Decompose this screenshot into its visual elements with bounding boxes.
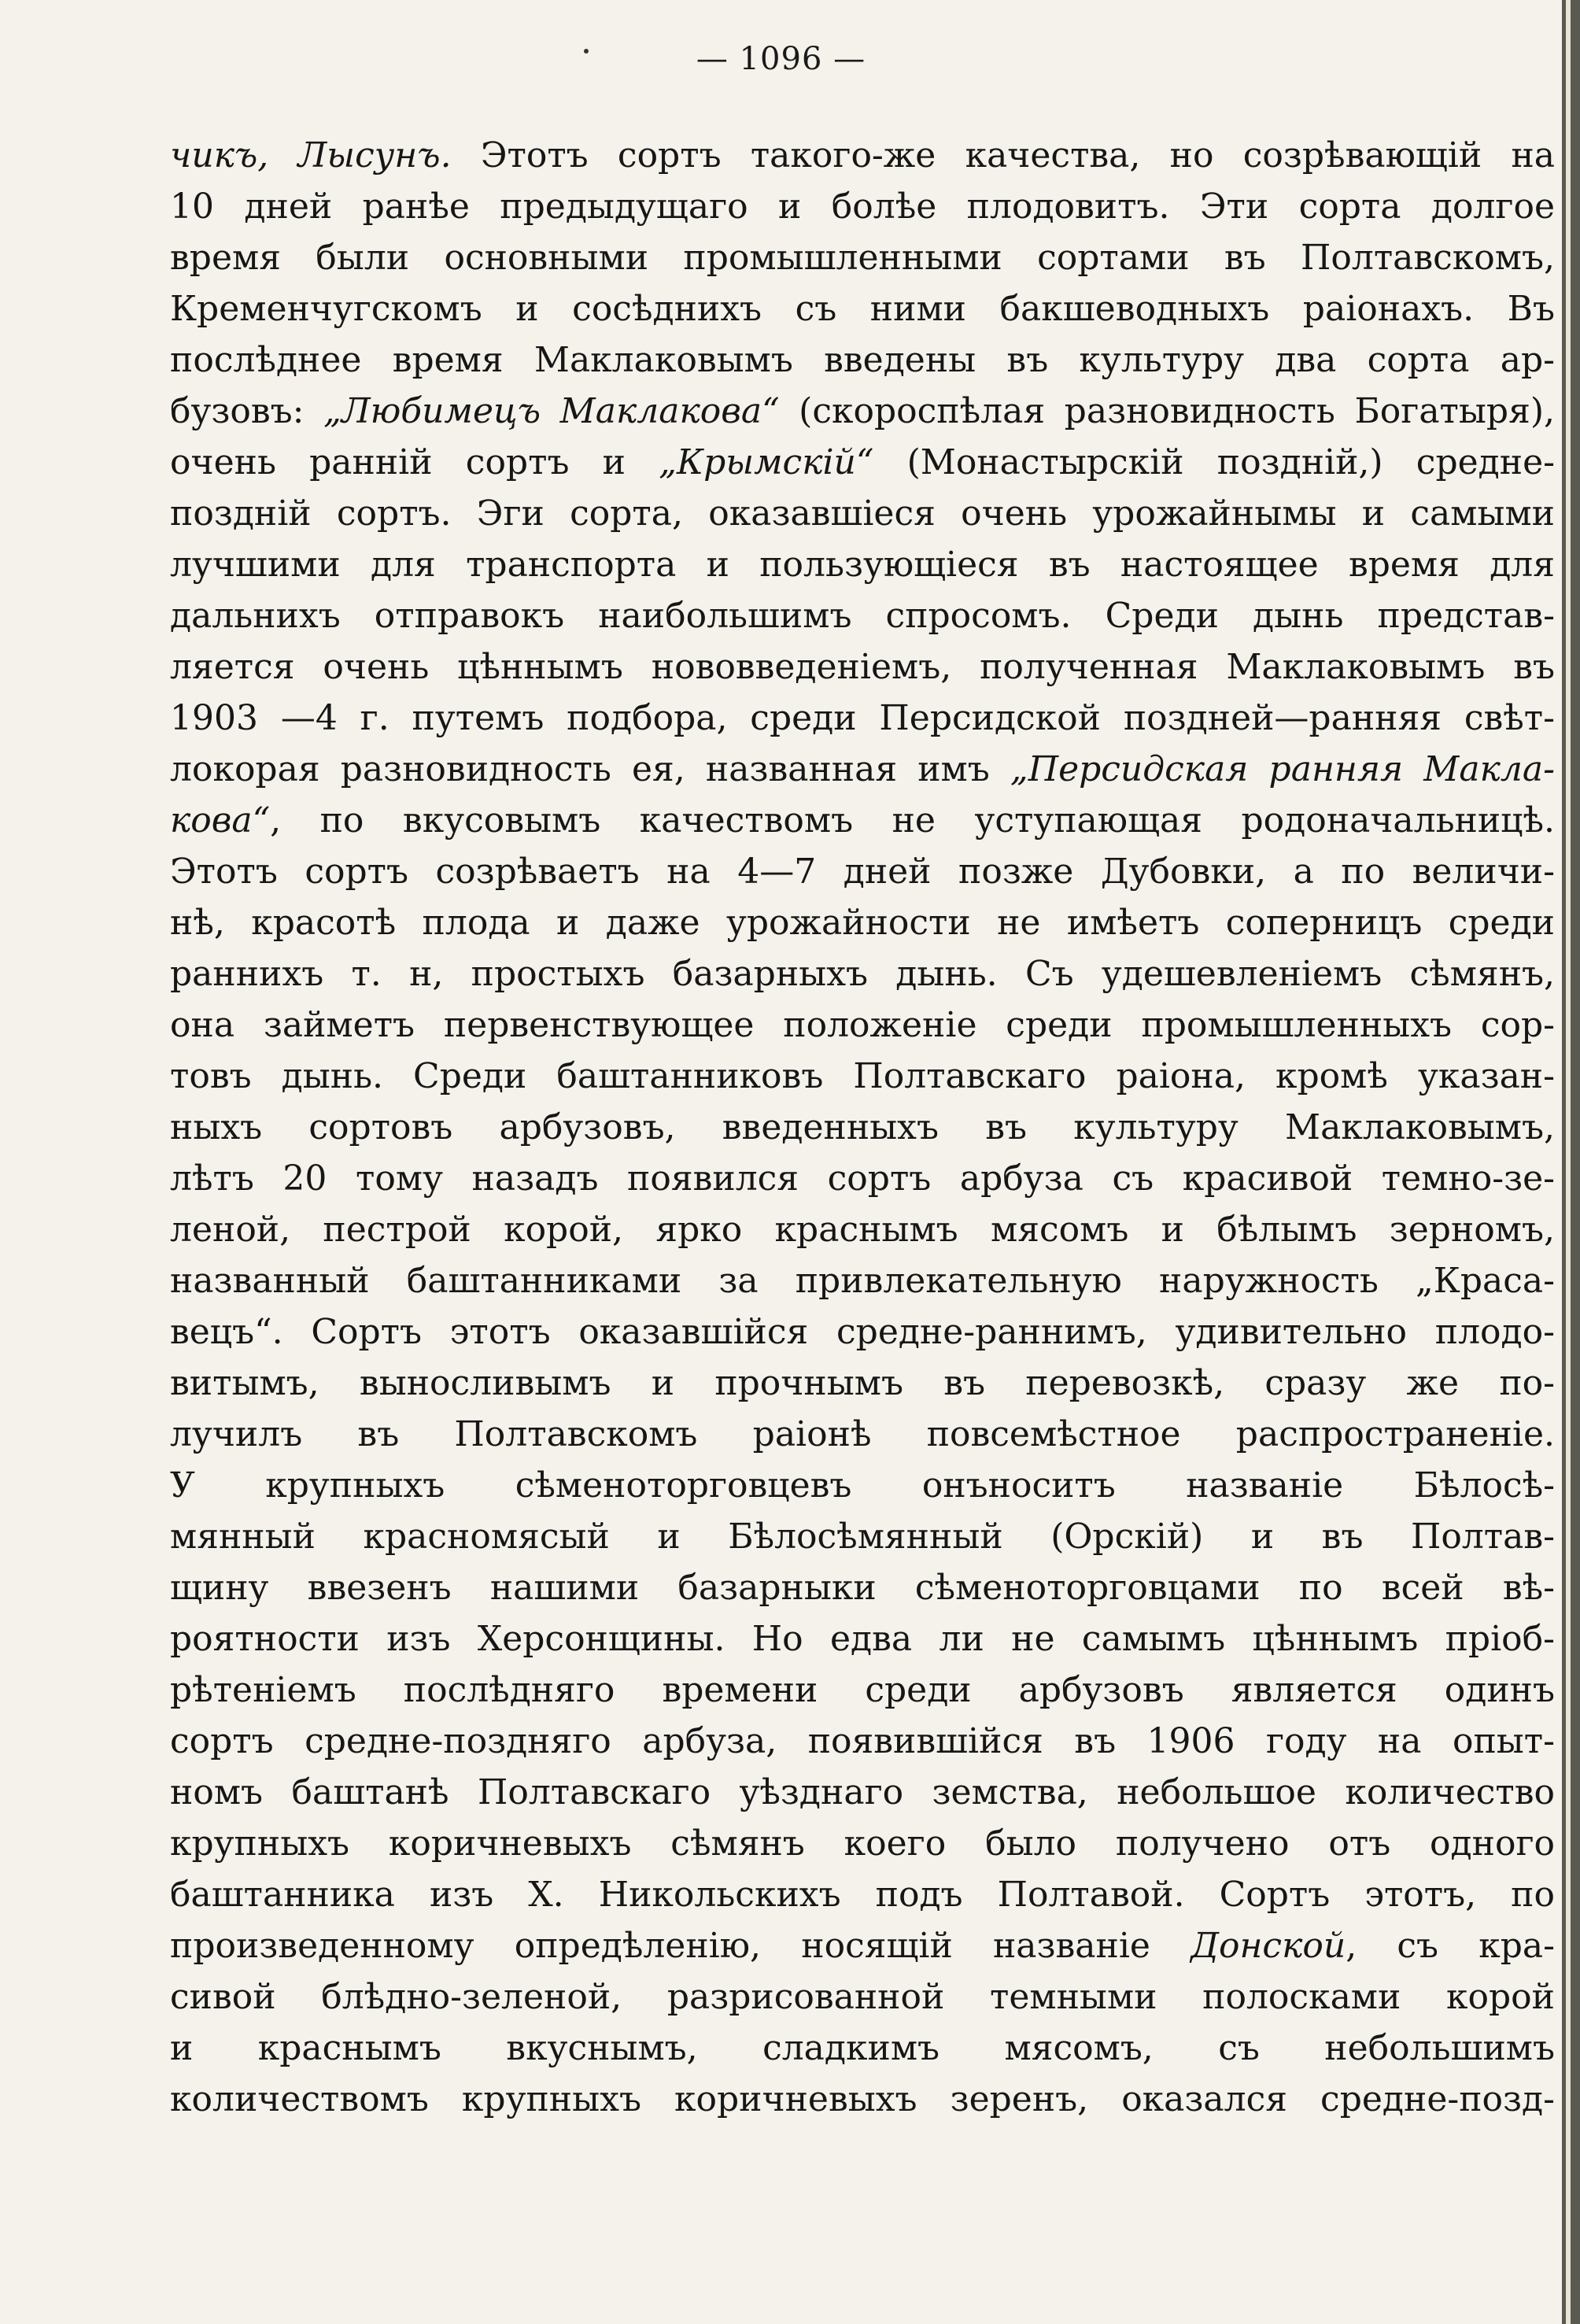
- text-run: щину ввезенъ нашими базарныки сѣменоторговцами по всей вѣ-: [170, 1568, 1555, 1608]
- text-run: У крупныхъ сѣменоторговцевъ онъноситъ названіе Бѣлосѣ-: [170, 1465, 1555, 1506]
- text-run: послѣднее время Маклаковымъ введены въ культуру два сорта ар-: [170, 340, 1555, 380]
- text-line: [170, 539, 1555, 590]
- text-line: [170, 1767, 1555, 1818]
- text-line: [170, 1409, 1555, 1460]
- text-line: [170, 1920, 1555, 1971]
- page-edge-paper: [1566, 0, 1571, 2324]
- text-run: Этотъ сортъ созрѣваетъ на 4—7 дней позже Дубовки, а по величи-: [170, 852, 1555, 892]
- text-line: [170, 948, 1555, 999]
- text-line: [170, 897, 1555, 948]
- text-run: вецъ“. Сортъ этотъ оказавшійся средне-раннимъ, удивительно плодо-: [170, 1312, 1555, 1352]
- text-line: [170, 590, 1555, 641]
- italic-text: „Персидская ранняя Макла-: [1010, 749, 1555, 789]
- text-run: баштанника изъ Х. Никольскихъ подъ Полтавой. Сортъ этотъ, по: [170, 1875, 1555, 1915]
- text-line: [170, 1716, 1555, 1767]
- text-run: роятности изъ Херсонщины. Но едва ли не самымъ цѣннымъ пріоб-: [170, 1619, 1555, 1659]
- text-run: время были основными промышленными сортами въ Полтавскомъ,: [170, 238, 1555, 278]
- text-run: лучилъ въ Полтавскомъ раіонѣ повсемѣстное распространеніе.: [170, 1414, 1555, 1454]
- italic-text: чикъ, Лысунъ.: [170, 135, 452, 176]
- italic-text: кова“: [170, 800, 271, 841]
- italic-text: „Любимецъ Маклакова“: [323, 391, 780, 431]
- text-run: бузовъ:: [170, 391, 324, 431]
- text-line: [170, 795, 1555, 846]
- text-line: [170, 181, 1555, 232]
- text-run: леной, пестрой корой, ярко краснымъ мясомъ и бѣлымъ зерномъ,: [170, 1210, 1555, 1250]
- text-line: [170, 1204, 1555, 1255]
- italic-text: „Крымскій“: [659, 442, 874, 482]
- text-run: ныхъ сортовъ арбузовъ, введенныхъ въ культуру Маклаковымъ,: [170, 1107, 1555, 1147]
- text-run: лѣтъ 20 тому назадъ появился сортъ арбуза съ красивой темно-зе-: [170, 1158, 1555, 1199]
- text-run: товъ дынь. Среди баштанниковъ Полтавскаго раіона, кромѣ указан-: [170, 1056, 1555, 1096]
- text-line: [170, 1153, 1555, 1204]
- text-line: [170, 1255, 1555, 1306]
- text-line: [170, 437, 1555, 488]
- text-run: Кременчугскомъ и сосѣднихъ съ ними бакшеводныхъ раіонахъ. Въ: [170, 289, 1555, 329]
- page-number: — 1096 —: [696, 41, 866, 77]
- text-line: [170, 693, 1555, 744]
- text-run: рѣтеніемъ послѣдняго времени среди арбузовъ является одинъ: [170, 1670, 1555, 1710]
- text-line: [170, 1102, 1555, 1153]
- text-run: локорая разновидность ея, названная имъ: [170, 749, 1010, 789]
- text-run: она займетъ первенствующее положеніе среди промышленныхъ сор-: [170, 1005, 1555, 1045]
- text-line: [170, 1460, 1555, 1511]
- text-run: Этотъ сортъ такого-же качества, но созрѣвающій на: [451, 135, 1555, 176]
- text-line: [170, 744, 1555, 795]
- text-line: [170, 386, 1555, 437]
- text-run: 10 дней ранѣе предыдущаго и болѣе плодовитъ. Эти сорта долгое: [170, 187, 1555, 227]
- text-line: [170, 1818, 1555, 1869]
- text-line: [170, 2023, 1555, 2074]
- text-line: [170, 1306, 1555, 1358]
- text-run: произведенному опредѣленію, носящій названіе: [170, 1926, 1191, 1966]
- text-run: дальнихъ отправокъ наибольшимъ спросомъ. Среди дынь представ-: [170, 596, 1555, 636]
- text-line: [170, 1971, 1555, 2023]
- text-run: названный баштанниками за привлекательную наружность „Краса-: [170, 1261, 1555, 1301]
- text-line: [170, 232, 1555, 283]
- text-run: номъ баштанѣ Полтавскаго уѣзднаго земства, небольшое количество: [170, 1772, 1555, 1812]
- text-line: [170, 130, 1555, 181]
- italic-text: Донской: [1191, 1926, 1346, 1966]
- text-line: [170, 2074, 1555, 2125]
- text-line: [170, 1051, 1555, 1102]
- text-run: количествомъ крупныхъ коричневыхъ зеренъ, оказался средне-позд-: [170, 2079, 1555, 2119]
- text-run: раннихъ т. н, простыхъ базарныхъ дынь. Съ удешевленіемъ сѣмянъ,: [170, 954, 1555, 994]
- text-run: нѣ, красотѣ плода и даже урожайности не имѣетъ соперницъ среди: [170, 903, 1555, 943]
- text-line: [170, 1613, 1555, 1664]
- text-line: [170, 334, 1555, 386]
- text-run: и краснымъ вкуснымъ, сладкимъ мясомъ, съ небольшимъ: [170, 2028, 1555, 2068]
- text-line: [170, 488, 1555, 539]
- text-run: сортъ средне-поздняго арбуза, появившійся въ 1906 году на опыт-: [170, 1721, 1555, 1761]
- text-run: ляется очень цѣннымъ нововведеніемъ, полученная Маклаковымъ въ: [170, 647, 1555, 687]
- text-line: [170, 1358, 1555, 1409]
- text-line: [170, 1869, 1555, 1920]
- text-run: витымъ, выносливымъ и прочнымъ въ перевозкѣ, сразу же по-: [170, 1363, 1555, 1403]
- text-line: [170, 1664, 1555, 1716]
- text-run: мянный красномясый и Бѣлосѣмянный (Орскій) и въ Полтав-: [170, 1517, 1555, 1557]
- text-line: [170, 283, 1555, 334]
- text-run: 1903 —4 г. путемъ подбора, среди Персидской поздней—ранняя свѣт-: [170, 698, 1555, 738]
- text-line: [170, 1562, 1555, 1613]
- text-run: (Монастырскій поздній,) средне-: [873, 442, 1555, 482]
- text-run: крупныхъ коричневыхъ сѣмянъ коего было получено отъ одного: [170, 1823, 1555, 1864]
- text-line: [170, 1511, 1555, 1562]
- text-run: лучшими для транспорта и пользующіеся въ настоящее время для: [170, 545, 1555, 585]
- text-run: поздній сортъ. Эги сорта, оказавшіеся очень урожайнымы и самыми: [170, 493, 1555, 534]
- body-text: [170, 130, 1555, 2125]
- text-run: (скороспѣлая разновидность Богатыря),: [779, 391, 1555, 431]
- text-line: [170, 999, 1555, 1051]
- text-run: , съ кра-: [1346, 1926, 1555, 1966]
- text-line: [170, 641, 1555, 693]
- text-run: , по вкусовымъ качествомъ не уступающая родоначальницѣ.: [270, 800, 1555, 841]
- text-run: очень ранній сортъ и: [170, 442, 659, 482]
- text-run: сивой блѣдно-зеленой, разрисованной темными полосками корой: [170, 1977, 1555, 2017]
- page-edge-shadow: [1562, 0, 1580, 2324]
- text-line: [170, 846, 1555, 897]
